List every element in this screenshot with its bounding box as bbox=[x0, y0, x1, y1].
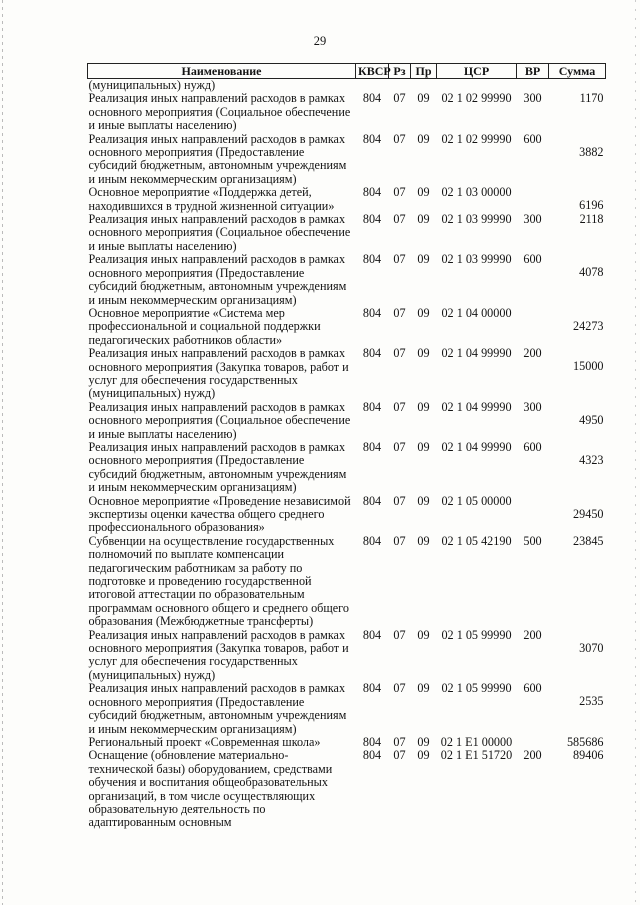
cell-kvsr: 804 bbox=[362, 131, 382, 146]
cell-kvsr: 804 bbox=[362, 748, 382, 763]
cell-rz: 07 bbox=[393, 131, 406, 146]
cell-sum: 1170 bbox=[579, 91, 604, 106]
table-row bbox=[88, 307, 606, 347]
cell-pr: 09 bbox=[417, 305, 430, 320]
cell-pr: 09 bbox=[417, 212, 430, 227]
cell-pr: 09 bbox=[417, 346, 430, 361]
cell-name: Субвенции на осуществление государственных полномочий по выплате компенсации педагогическим работникам за работу по подготовке и проведению государственной итоговой аттестации по образовательным программам основного общего и среднего общего образования (Межбюджетные трансферты) bbox=[88, 533, 349, 629]
cell-rz: 07 bbox=[393, 252, 406, 267]
cell-kvsr: 804 bbox=[362, 252, 382, 267]
table-row bbox=[88, 186, 606, 213]
header-vr: ВР bbox=[517, 64, 549, 79]
cell-kvsr: 804 bbox=[362, 212, 382, 227]
header-csr: ЦСР bbox=[437, 64, 517, 79]
cell-rz: 07 bbox=[393, 493, 406, 508]
cell-rz: 07 bbox=[393, 346, 406, 361]
page-number: 29 bbox=[313, 34, 327, 48]
cell-rz bbox=[389, 79, 411, 93]
cell-vr: 200 bbox=[523, 627, 542, 642]
header-sum: Сумма bbox=[549, 64, 606, 79]
cell-pr: 09 bbox=[417, 252, 430, 267]
cell-vr: 600 bbox=[523, 681, 542, 696]
scan-edge-left bbox=[2, 0, 3, 905]
cell-csr: 02 1 04 99990 bbox=[441, 399, 512, 414]
cell-vr: 200 bbox=[523, 748, 542, 763]
table-row bbox=[88, 347, 606, 401]
table-row bbox=[88, 749, 606, 829]
table-row bbox=[88, 736, 606, 749]
cell-vr: 500 bbox=[523, 533, 542, 548]
cell-pr: 09 bbox=[417, 748, 430, 763]
header-name: Наименование bbox=[88, 64, 356, 79]
cell-name: Реализация иных направлений расходов в рамках основного мероприятия (Социальное обеспечение и иные выплаты населению) bbox=[88, 399, 351, 441]
cell-vr: 300 bbox=[523, 399, 542, 414]
table-row bbox=[88, 401, 606, 441]
cell-vr bbox=[517, 186, 549, 213]
cell-sum bbox=[549, 79, 606, 93]
cell-pr bbox=[411, 79, 437, 93]
cell-name: Реализация иных направлений расходов в рамках основного мероприятия (Предоставление субсидий бюджетным, автономным учреждениям и иным некоммерческим организациям) bbox=[88, 681, 347, 736]
header-rz: Рз bbox=[389, 64, 411, 79]
cell-rz: 07 bbox=[393, 91, 406, 106]
cell-vr: 300 bbox=[523, 91, 542, 106]
cell-pr: 09 bbox=[417, 681, 430, 696]
table-row bbox=[88, 441, 606, 495]
cell-name: Реализация иных направлений расходов в рамках основного мероприятия (Закупка товаров, работ и услуг для обеспечения государственных (муниципальных) нужд) bbox=[88, 627, 349, 682]
cell-csr: 02 1 05 99990 bbox=[441, 627, 512, 642]
cell-pr: 09 bbox=[417, 399, 430, 414]
cell-name: (муниципальных) нужд) bbox=[88, 78, 216, 92]
cell-kvsr: 804 bbox=[362, 681, 382, 696]
cell-kvsr bbox=[356, 79, 389, 93]
cell-sum: 3070 bbox=[579, 640, 604, 655]
cell-name: Реализация иных направлений расходов в рамках основного мероприятия (Предоставление субсидий бюджетным, автономным учреждениям и иным некоммерческим организациям) bbox=[88, 131, 347, 186]
cell-kvsr: 804 bbox=[362, 493, 382, 508]
cell-pr: 09 bbox=[417, 185, 430, 200]
cell-csr: 02 1 05 99990 bbox=[441, 681, 512, 696]
cell-pr: 09 bbox=[417, 91, 430, 106]
budget-table bbox=[87, 63, 606, 830]
cell-kvsr: 804 bbox=[362, 627, 382, 642]
table-row bbox=[88, 253, 606, 307]
cell-csr: 02 1 04 99990 bbox=[441, 346, 512, 361]
cell-vr bbox=[517, 495, 549, 535]
cell-pr: 09 bbox=[417, 493, 430, 508]
cell-csr: 02 1 02 99990 bbox=[441, 131, 512, 146]
cell-csr: 02 1 04 00000 bbox=[441, 305, 512, 320]
cell-name: Оснащение (обновление материально-технической базы) оборудованием, средствами обучения и воспитания общеобразовательных организаций, в том числе осуществляющих образовательную деятельность по адаптированным основным bbox=[88, 748, 333, 830]
cell-csr: 02 1 03 00000 bbox=[441, 185, 512, 200]
cell-vr: 600 bbox=[523, 131, 542, 146]
cell-rz: 07 bbox=[393, 212, 406, 227]
cell-kvsr: 804 bbox=[362, 734, 382, 749]
cell-rz: 07 bbox=[393, 734, 406, 749]
cell-csr: 02 1 02 99990 bbox=[441, 91, 512, 106]
cell-csr: 02 1 03 99990 bbox=[441, 212, 512, 227]
table-header-row bbox=[88, 64, 606, 79]
cell-csr bbox=[437, 79, 517, 93]
cell-csr: 02 1 05 42190 bbox=[441, 533, 512, 548]
table-row bbox=[88, 495, 606, 535]
cell-sum: 4323 bbox=[579, 452, 604, 467]
cell-kvsr: 804 bbox=[362, 533, 382, 548]
cell-kvsr: 804 bbox=[362, 439, 382, 454]
table-row bbox=[88, 629, 606, 683]
cell-sum: 15000 bbox=[573, 359, 604, 374]
cell-name: Реализация иных направлений расходов в рамках основного мероприятия (Предоставление субсидий бюджетным, автономным учреждениям и иным некоммерческим организациям) bbox=[88, 439, 347, 495]
cell-sum: 89406 bbox=[573, 748, 604, 763]
cell-csr: 02 1 E1 00000 bbox=[440, 734, 513, 749]
cell-csr: 02 1 04 99990 bbox=[441, 439, 512, 454]
header-kvsr: КВСР bbox=[356, 64, 389, 79]
cell-vr: 600 bbox=[523, 252, 542, 267]
cell-name: Реализация иных направлений расходов в рамках основного мероприятия (Предоставление субсидий бюджетным, автономным учреждениям и иным некоммерческим организациям) bbox=[88, 252, 347, 307]
cell-rz: 07 bbox=[393, 748, 406, 763]
cell-rz: 07 bbox=[393, 681, 406, 696]
cell-vr bbox=[517, 307, 549, 347]
cell-name: Основное мероприятие «Система мер профессиональной и социальной поддержки педагогических работников области» bbox=[88, 305, 321, 347]
cell-name: Основное мероприятие «Поддержка детей, находившихся в трудной жизненной ситуации» bbox=[88, 185, 335, 213]
cell-pr: 09 bbox=[417, 734, 430, 749]
header-pr: Пр bbox=[411, 64, 437, 79]
table-row bbox=[88, 79, 606, 93]
cell-sum: 2118 bbox=[579, 212, 604, 227]
cell-csr: 02 1 E1 51720 bbox=[440, 748, 513, 763]
cell-kvsr: 804 bbox=[362, 185, 382, 200]
cell-pr: 09 bbox=[417, 439, 430, 454]
cell-rz: 07 bbox=[393, 533, 406, 548]
cell-sum: 3882 bbox=[579, 144, 604, 159]
cell-rz: 07 bbox=[393, 627, 406, 642]
cell-sum: 29450 bbox=[573, 506, 604, 521]
table-row bbox=[88, 133, 606, 187]
cell-pr: 09 bbox=[417, 131, 430, 146]
cell-rz: 07 bbox=[393, 185, 406, 200]
cell-pr: 09 bbox=[417, 627, 430, 642]
cell-kvsr: 804 bbox=[362, 91, 382, 106]
scan-edge-right bbox=[635, 0, 636, 905]
cell-sum: 6196 bbox=[579, 198, 604, 213]
cell-sum: 2535 bbox=[579, 694, 604, 709]
cell-sum: 4950 bbox=[579, 412, 604, 427]
cell-sum: 4078 bbox=[579, 265, 604, 280]
cell-kvsr: 804 bbox=[362, 399, 382, 414]
cell-rz: 07 bbox=[393, 439, 406, 454]
cell-csr: 02 1 05 00000 bbox=[441, 493, 512, 508]
cell-vr: 300 bbox=[523, 212, 542, 227]
cell-vr: 600 bbox=[523, 439, 542, 454]
cell-name: Реализация иных направлений расходов в рамках основного мероприятия (Социальное обеспечение и иные выплаты населению) bbox=[88, 212, 351, 253]
cell-kvsr: 804 bbox=[362, 305, 382, 320]
cell-pr: 09 bbox=[417, 533, 430, 548]
cell-rz: 07 bbox=[393, 399, 406, 414]
table-row bbox=[88, 213, 606, 253]
cell-vr bbox=[517, 79, 549, 93]
cell-sum: 24273 bbox=[573, 318, 604, 333]
cell-csr: 02 1 03 99990 bbox=[441, 252, 512, 267]
cell-name: Реализация иных направлений расходов в рамках основного мероприятия (Социальное обеспечение и иные выплаты населению) bbox=[88, 91, 351, 133]
cell-kvsr: 804 bbox=[362, 346, 382, 361]
cell-rz: 07 bbox=[393, 305, 406, 320]
cell-name: Основное мероприятие «Проведение независимой экспертизы оценки качества общего среднего профессионального образования» bbox=[88, 493, 351, 535]
cell-sum: 585686 bbox=[566, 734, 604, 749]
cell-vr: 200 bbox=[523, 346, 542, 361]
cell-sum: 23845 bbox=[573, 533, 604, 548]
table-row bbox=[88, 92, 606, 132]
cell-name: Реализация иных направлений расходов в рамках основного мероприятия (Закупка товаров, работ и услуг для обеспечения государственных (муниципальных) нужд) bbox=[88, 346, 349, 401]
cell-name: Региональный проект «Современная школа» bbox=[88, 734, 321, 749]
table-row bbox=[88, 682, 606, 736]
cell-vr bbox=[517, 736, 549, 749]
table-row bbox=[88, 535, 606, 629]
